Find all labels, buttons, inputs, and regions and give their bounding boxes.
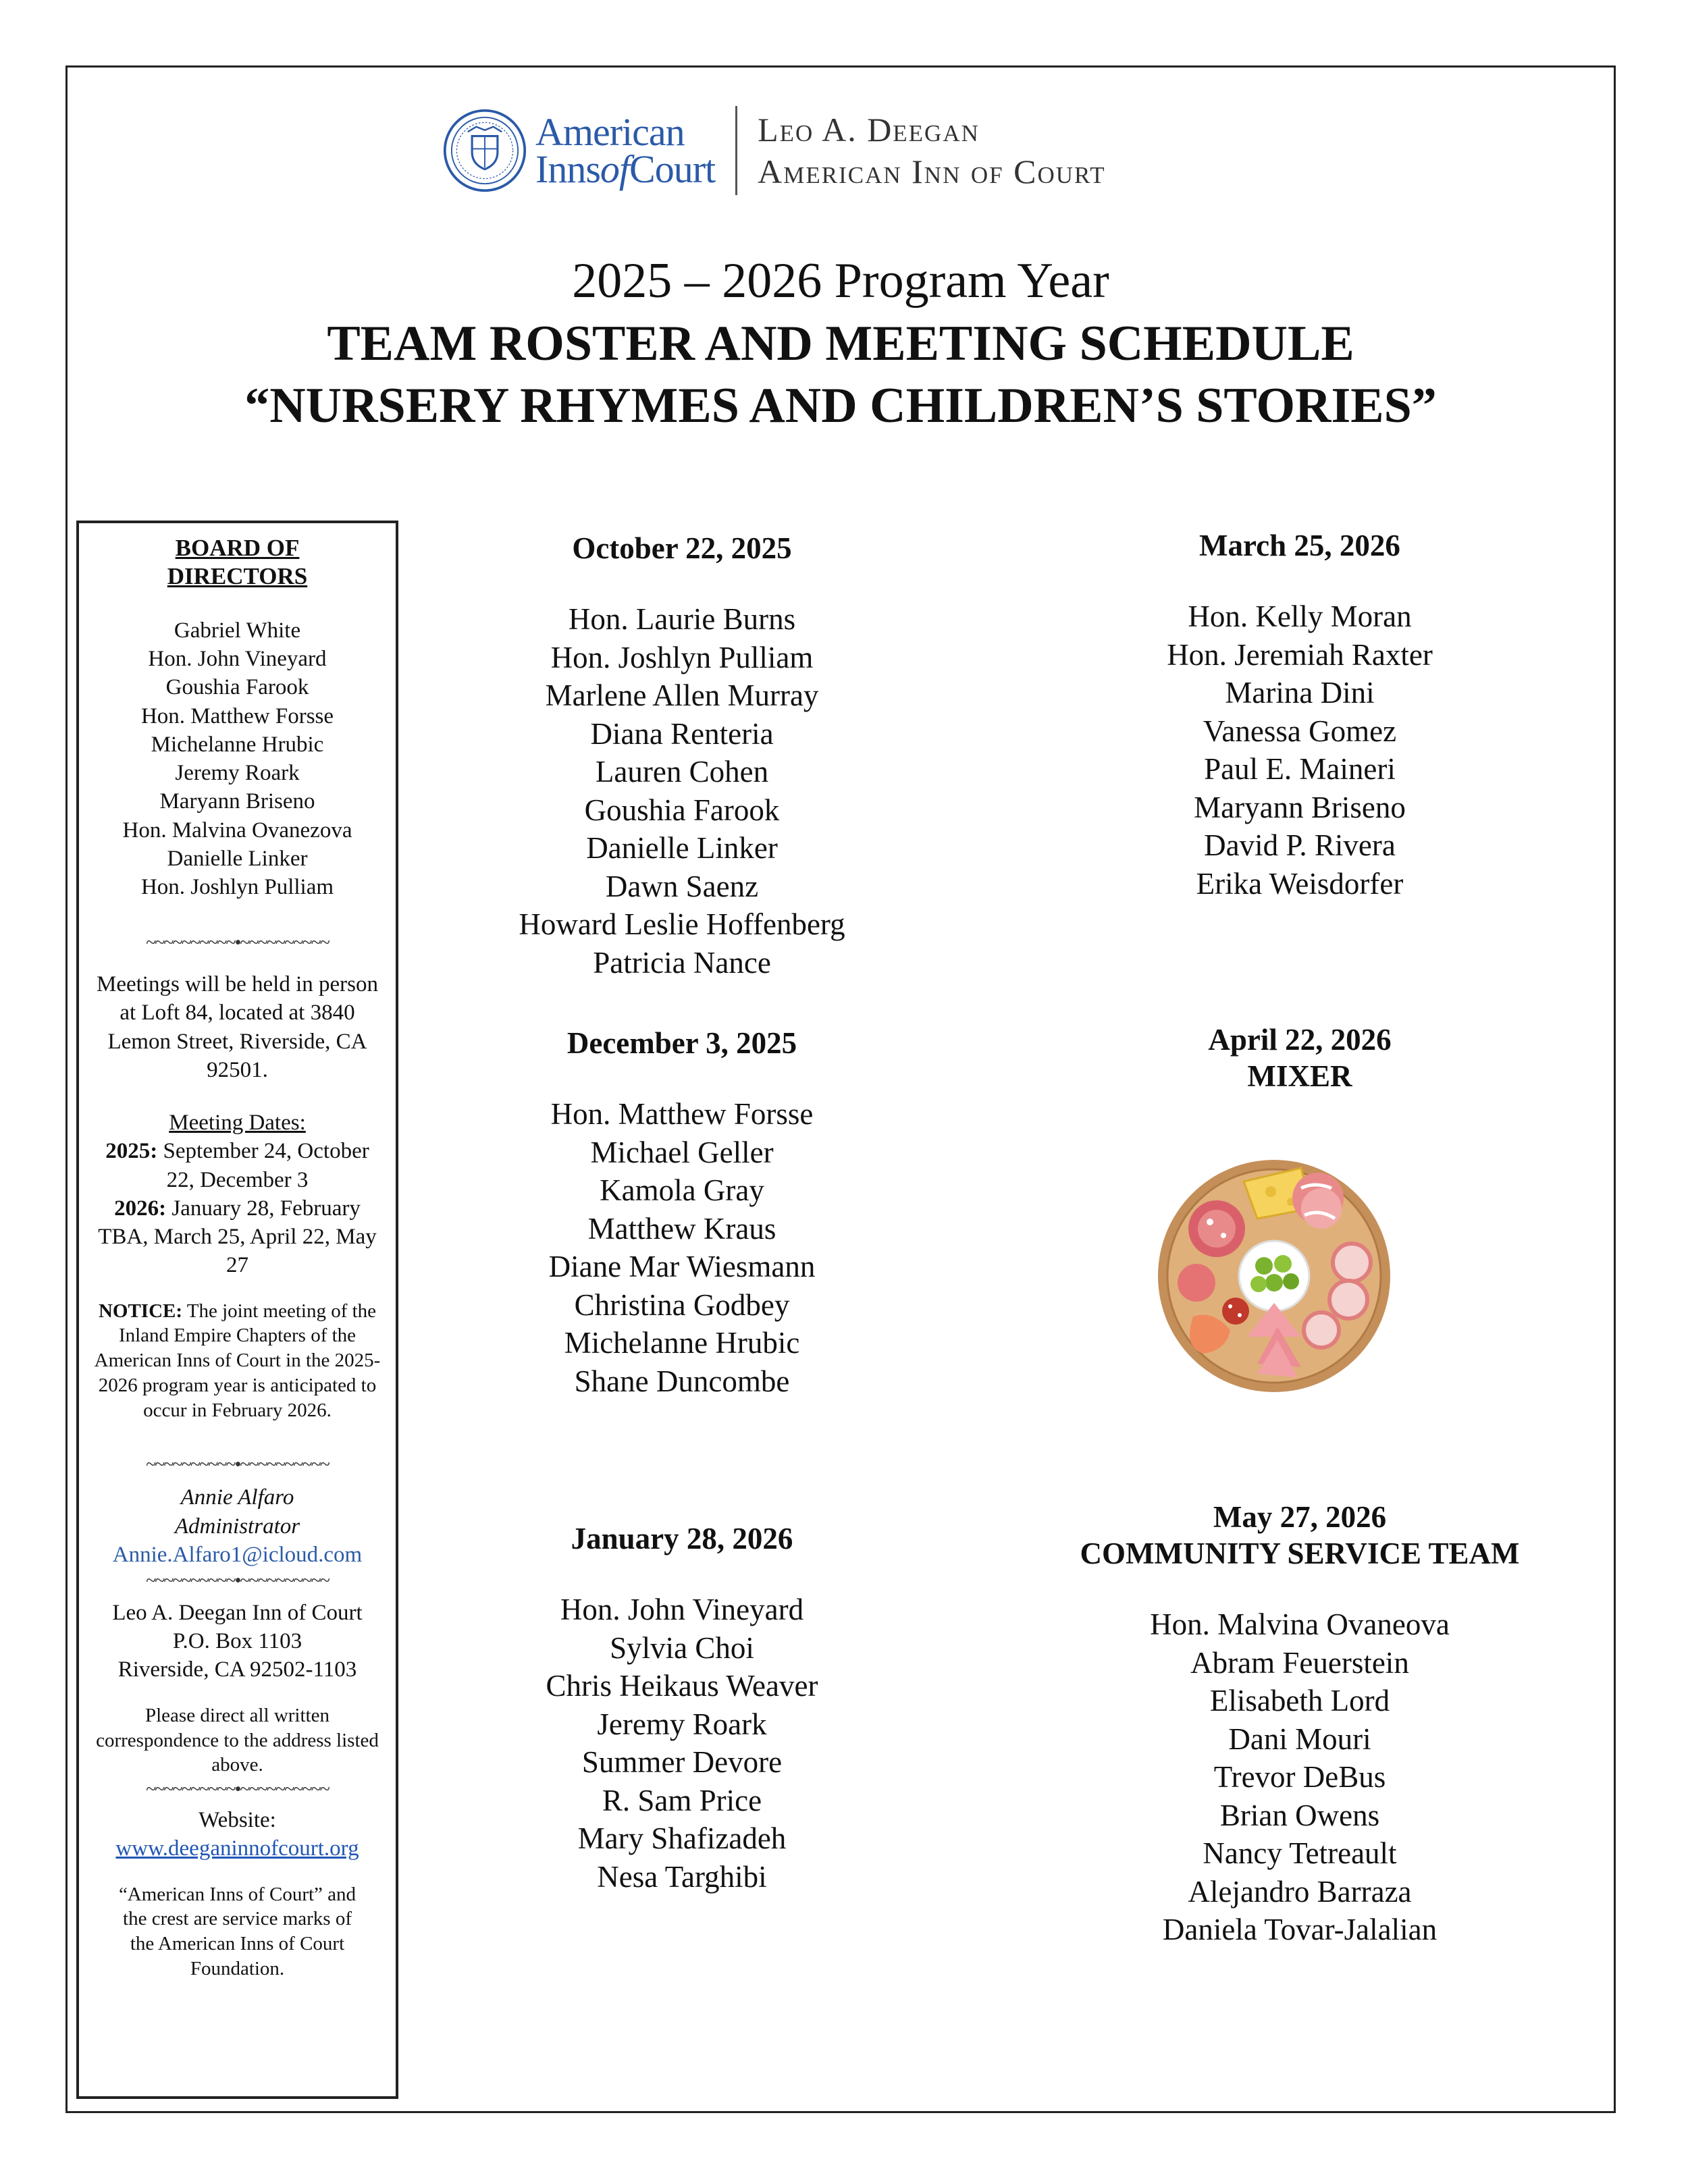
charcuterie-platter-illustration xyxy=(1156,1134,1392,1418)
board-heading: BOARD OF DIRECTORS xyxy=(167,535,308,589)
team-member: Matthew Kraus xyxy=(587,1211,776,1246)
board-member: Goushia Farook xyxy=(165,675,309,700)
meeting-date: October 22, 2025 xyxy=(572,531,792,565)
aic-wordmark-line1: American xyxy=(535,109,685,154)
team-member: Christina Godbey xyxy=(574,1287,790,1322)
meeting-mar xyxy=(1040,527,1560,903)
team-member: Sylvia Choi xyxy=(610,1630,754,1665)
team-member: Hon. Kelly Moran xyxy=(1188,600,1412,633)
aic-wordmark xyxy=(535,109,716,191)
team-member: Elisabeth Lord xyxy=(1209,1684,1390,1717)
meeting-label: MIXER xyxy=(1247,1059,1352,1093)
team-member: Diana Renteria xyxy=(590,716,774,751)
administrator xyxy=(79,1483,396,1569)
website-link[interactable]: www.deeganinnofcourt.org xyxy=(115,1836,359,1861)
team-member: Mary Shafizadeh xyxy=(577,1821,787,1855)
board-member: Hon. Joshlyn Pulliam xyxy=(140,875,334,900)
header-logo xyxy=(442,100,1106,201)
board-member: Hon. John Vineyard xyxy=(148,647,327,672)
meeting-dates-2026: 2026: January 28, February TBA, March 25, April 22, May 27 xyxy=(98,1196,377,1278)
separator: ~~~~~~~~~~•~~~~~~~~~~ xyxy=(146,1570,329,1592)
admin-name: Annie Alfaro xyxy=(180,1485,294,1510)
team-list xyxy=(473,600,891,982)
meeting-date: January 28, 2026 xyxy=(571,1522,793,1555)
team-member: Hon. Jeremiah Raxter xyxy=(1167,637,1433,672)
meeting-dates-2025: 2025: September 24, October 22, December 3 xyxy=(105,1139,369,1192)
board-list xyxy=(79,616,396,901)
team-member: Shane Duncombe xyxy=(574,1364,790,1398)
team-member: Hon. Laurie Burns xyxy=(568,602,796,636)
team-member: Hon. Malvina Ovaneova xyxy=(1150,1607,1450,1641)
title-roster: TEAM ROSTER AND MEETING SCHEDULE xyxy=(327,315,1354,371)
team-member: R. Sam Price xyxy=(602,1783,762,1817)
team-member: Erika Weisdorfer xyxy=(1196,866,1404,901)
meeting-label: COMMUNITY SERVICE TEAM xyxy=(1080,1537,1520,1570)
team-member: Nancy Tetreault xyxy=(1203,1836,1397,1870)
team-member: Dani Mouri xyxy=(1228,1722,1371,1756)
page-title xyxy=(65,250,1616,437)
team-member: Marlene Allen Murray xyxy=(545,678,819,712)
board-member: Maryann Briseno xyxy=(159,789,315,814)
service-marks-note: “American Inns of Court” and the crest are service marks of the American Inns of Court Foundation. xyxy=(118,1883,357,1979)
team-member: Nesa Targhibi xyxy=(597,1859,767,1894)
meeting-oct xyxy=(473,530,891,982)
correspondence-note: Please direct all written correspondence to the address listed above. xyxy=(96,1704,379,1776)
team-member: Dawn Saenz xyxy=(605,869,759,903)
title-theme: “NURSERY RHYMES AND CHILDREN’S STORIES” xyxy=(244,378,1437,433)
team-member: Trevor DeBus xyxy=(1213,1760,1386,1794)
meeting-apr xyxy=(1040,1021,1560,1094)
board-member: Hon. Matthew Forsse xyxy=(140,703,334,728)
team-member: Goushia Farook xyxy=(584,793,780,827)
team-member: Marina Dini xyxy=(1225,676,1375,710)
team-member: Daniela Tovar-Jalalian xyxy=(1162,1913,1438,1946)
team-member: David P. Rivera xyxy=(1204,828,1396,862)
meeting-dates-heading: Meeting Dates: xyxy=(169,1111,306,1136)
admin-email[interactable]: Annie.Alfaro1@icloud.com xyxy=(112,1542,363,1567)
board-member: Gabriel White xyxy=(174,618,301,643)
meeting-date: December 3, 2025 xyxy=(566,1026,797,1060)
team-list xyxy=(1040,597,1560,903)
board-member: Danielle Linker xyxy=(167,846,308,871)
sidebar xyxy=(76,521,398,2099)
team-member: Patricia Nance xyxy=(593,945,771,980)
separator: ~~~~~~~~~~•~~~~~~~~~~ xyxy=(146,932,329,954)
team-member: Michelanne Hrubic xyxy=(564,1326,800,1360)
team-member: Alejandro Barraza xyxy=(1188,1874,1412,1909)
team-member: Hon. Matthew Forsse xyxy=(550,1097,814,1131)
aic-wordmark-line2: InnsofCourt xyxy=(535,147,716,191)
team-member: Summer Devore xyxy=(581,1745,783,1779)
logo-divider xyxy=(735,106,737,195)
team-member: Kamola Gray xyxy=(600,1173,764,1207)
crest-icon xyxy=(442,108,527,193)
team-member: Abram Feuerstein xyxy=(1190,1645,1409,1680)
mailing-address: Leo A. Deegan Inn of Court P.O. Box 1103 Riverside, CA 92502-1103 xyxy=(112,1601,363,1682)
inn-name xyxy=(758,109,1105,193)
team-list xyxy=(1040,1605,1560,1949)
team-member: Howard Leslie Hoffenberg xyxy=(519,907,845,941)
meeting-jan xyxy=(473,1520,891,1896)
separator: ~~~~~~~~~~•~~~~~~~~~~ xyxy=(146,1454,329,1475)
meeting-may xyxy=(1040,1499,1560,1949)
team-member: Brian Owens xyxy=(1219,1798,1380,1832)
meeting-date: April 22, 2026 xyxy=(1208,1023,1392,1057)
team-member: Vanessa Gomez xyxy=(1203,714,1397,748)
admin-title: Administrator xyxy=(174,1514,300,1539)
inn-name-line2: American Inn of Court xyxy=(758,153,1106,190)
team-member: Hon. Joshlyn Pulliam xyxy=(550,640,814,674)
team-member: Chris Heikaus Weaver xyxy=(546,1669,818,1703)
team-member: Danielle Linker xyxy=(586,831,778,865)
team-member: Maryann Briseno xyxy=(1194,790,1406,824)
team-member: Jeremy Roark xyxy=(597,1707,767,1741)
notice: NOTICE: The joint meeting of the Inland Empire Chapters of the American Inns of Court in the 2025-2026 program year is anticipated to occur in February 2026. xyxy=(94,1300,381,1421)
board-member: Michelanne Hrubic xyxy=(151,732,324,757)
meeting-dec xyxy=(473,1025,891,1400)
inn-name-line1: Leo A. Deegan xyxy=(758,110,980,149)
team-member: Michael Geller xyxy=(590,1135,774,1169)
board-member: Hon. Malvina Ovanezova xyxy=(122,818,352,843)
website-label: Website: xyxy=(199,1808,276,1833)
meeting-date: March 25, 2026 xyxy=(1199,529,1400,562)
team-member: Diane Mar Wiesmann xyxy=(548,1250,816,1283)
meeting-location: Meetings will be held in person at Loft 84, located at 3840 Lemon Street, Riverside, CA 92501. xyxy=(96,972,378,1082)
separator: ~~~~~~~~~~•~~~~~~~~~~ xyxy=(146,1779,329,1801)
board-member: Jeremy Roark xyxy=(175,761,300,786)
program-year: 2025 – 2026 Program Year xyxy=(572,253,1109,309)
team-list xyxy=(473,1591,891,1896)
team-member: Hon. John Vineyard xyxy=(560,1593,804,1626)
meeting-date: May 27, 2026 xyxy=(1213,1500,1387,1534)
team-member: Paul E. Maineri xyxy=(1204,752,1396,786)
team-list xyxy=(473,1095,891,1400)
team-member: Lauren Cohen xyxy=(595,755,769,789)
